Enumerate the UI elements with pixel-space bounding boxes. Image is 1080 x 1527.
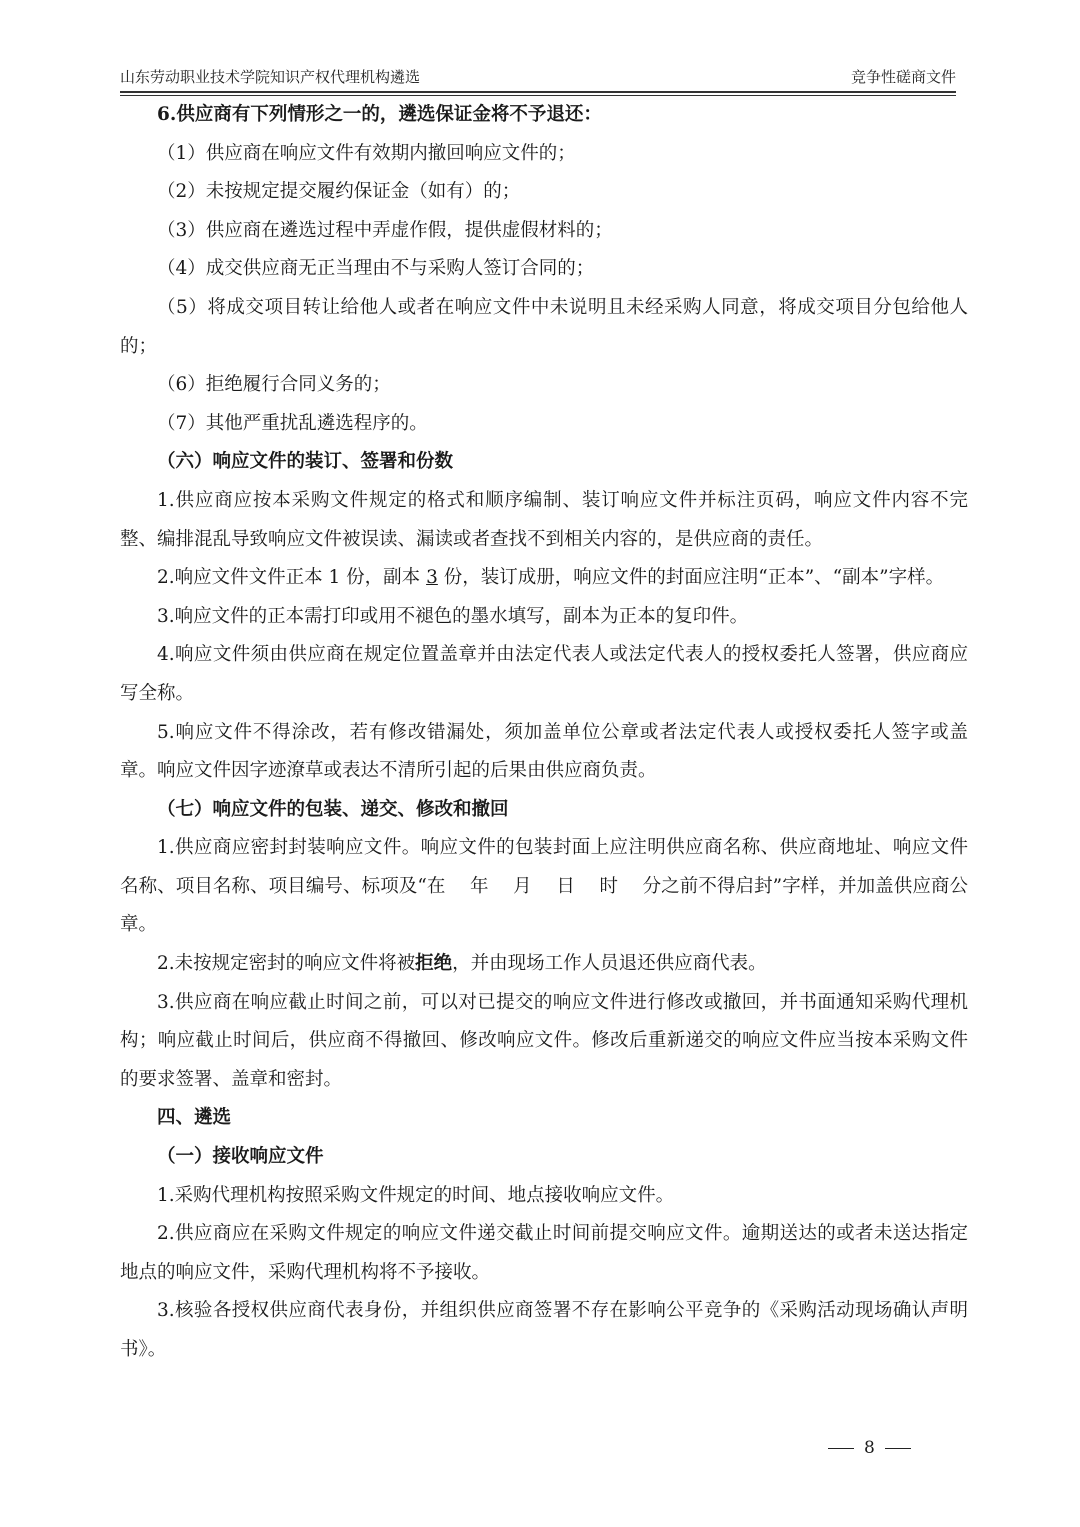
document-body (120, 96, 968, 1370)
list-item: （6）拒绝履行合同义务的； (157, 374, 391, 396)
header-left-title: 山东劳动职业技术学院知识产权代理机构遴选 (120, 68, 421, 86)
reject-emphasis: 拒绝 (415, 953, 453, 975)
section-heading-1: （一）接收响应文件 (157, 1146, 324, 1168)
paragraph-copies (120, 559, 968, 598)
paragraph: 3.响应文件的正本需打印或用不褪色的墨水填写，副本为正本的复印件。 (157, 605, 749, 627)
list-item: （1）供应商在响应文件有效期内撤回响应文件的； (157, 142, 576, 164)
chapter-heading-4: 四、遴选 (157, 1107, 232, 1129)
page-number: 8 (864, 1438, 875, 1458)
reject-text-c: ，并由现场工作人员退还供应商代表。 (452, 953, 767, 975)
paragraph: 2.供应商应在采购文件规定的响应文件递交截止时间前提交响应文件。逾期送达的或者未送达指定地点的响应文件，采购代理机构将不予接收。 (120, 1223, 968, 1283)
clause-6-heading: 6.供应商有下列情形之一的，遴选保证金将不予退还： (157, 104, 602, 125)
copies-text-a: 2.响应文件文件正本 1 份，副本 (157, 567, 427, 589)
dash-left (828, 1448, 854, 1449)
paragraph: 4.响应文件须由供应商在规定位置盖章并由法定代表人或法定代表人的授权委托人签署，供应商应写全称。 (120, 644, 968, 704)
paragraph: 5.响应文件不得涂改，若有修改错漏处，须加盖单位公章或者法定代表人或授权委托人签字或盖章。响应文件因字迹潦草或表达不清所引起的后果由供应商负责。 (120, 721, 968, 782)
paragraph: 1.供应商应密封封装响应文件。响应文件的包装封面上应注明供应商名称、供应商地址、响应文件名称、项目名称、项目编号、标项及“在 年 月 日 时 分之前不得启封”字样，并加盖供应商公章。 (120, 837, 968, 936)
section-heading-7: （七）响应文件的包装、递交、修改和撤回 (157, 798, 509, 820)
list-item: （5）将成交项目转让给他人或者在响应文件中未说明且未经采购人同意，将成交项目分包给他人的； (120, 296, 968, 357)
list-item: （7）其他严重扰乱遴选程序的。 (157, 412, 428, 434)
paragraph: 1.供应商应按本采购文件规定的格式和顺序编制、装订响应文件并标注页码，响应文件内容不完整、编排混乱导致响应文件被误读、漏读或者查找不到相关内容的，是供应商的责任。 (120, 489, 968, 550)
section-heading-6: （六）响应文件的装订、签署和份数 (157, 451, 454, 473)
page-number-group (818, 1438, 921, 1458)
list-item: （2）未按规定提交履约保证金（如有）的； (157, 181, 521, 203)
paragraph-reject (120, 945, 968, 984)
list-item: （3）供应商在遴选过程中弄虚作假，提供虚假材料的； (157, 219, 613, 241)
list-item: （4）成交供应商无正当理由不与采购人签订合同的； (157, 258, 595, 280)
copies-text-c: 份，装订成册，响应文件的封面应注明“正本”、“副本”字样。 (437, 567, 945, 589)
header-right-title: 竞争性磋商文件 (850, 68, 956, 86)
reject-text-a: 2.未按规定密封的响应文件将被 (157, 953, 416, 975)
copies-count: 3 (426, 567, 438, 589)
page-header (120, 66, 956, 93)
paragraph: 1.采购代理机构按照采购文件规定的时间、地点接收响应文件。 (157, 1184, 675, 1206)
paragraph: 3.供应商在响应截止时间之前，可以对已提交的响应文件进行修改或撤回，并书面通知采购代理机构；响应截止时间后，供应商不得撤回、修改响应文件。修改后重新递交的响应文件应当按本采购文件的要求签署、盖章和密封。 (120, 991, 968, 1090)
dash-right (885, 1448, 911, 1449)
paragraph: 3.核验各授权供应商代表身份，并组织供应商签署不存在影响公平竞争的《采购活动现场确认声明书》。 (120, 1300, 968, 1360)
